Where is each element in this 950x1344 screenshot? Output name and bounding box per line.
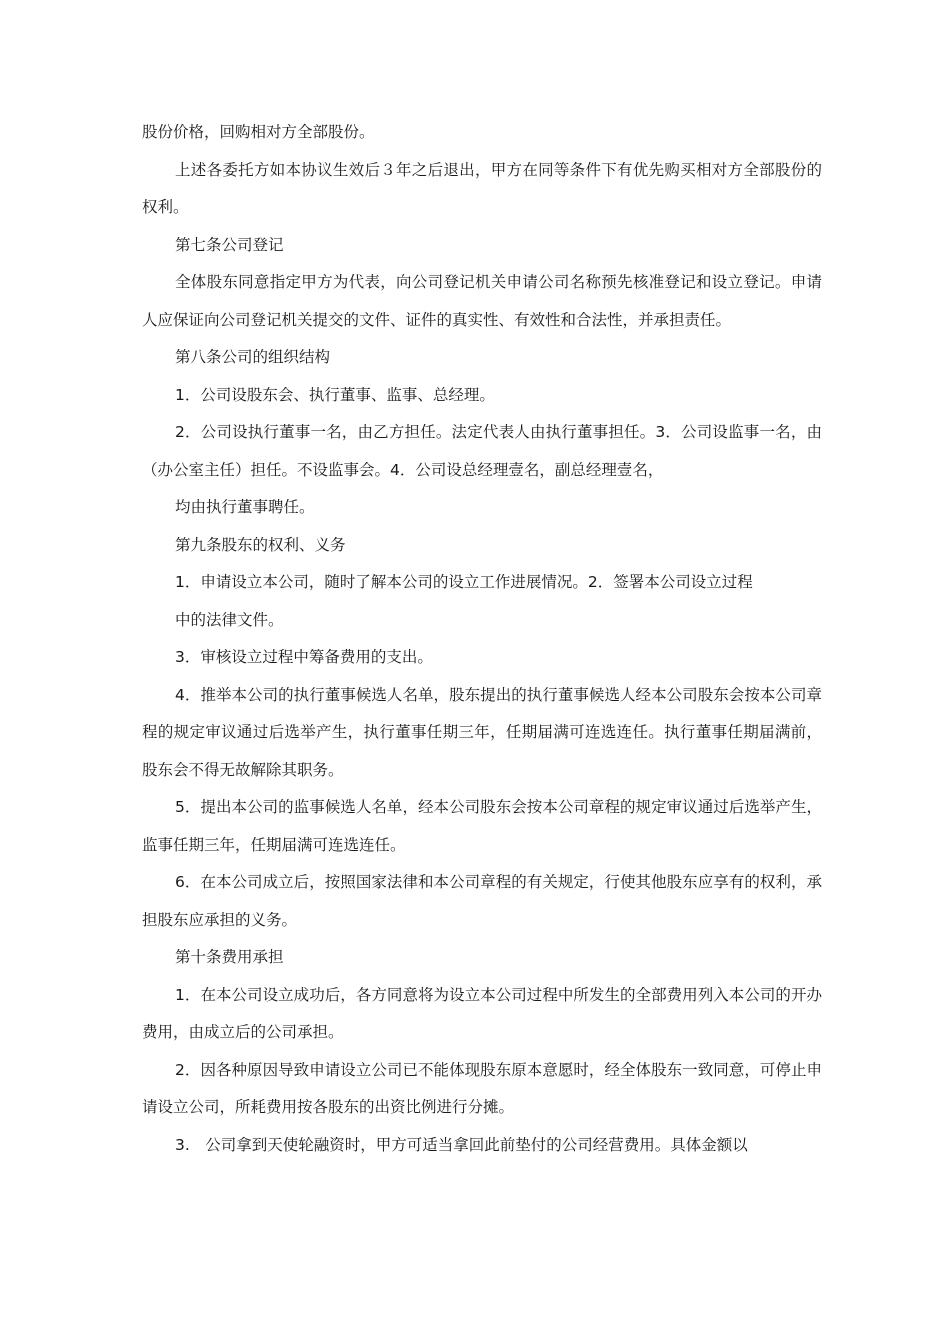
list-item-9-3: 3．审核设立过程中筹备费用的支出。 [175,648,433,666]
list-item-8-continuation: 均由执行董事聘任。 [175,498,315,516]
document-body [142,114,822,1164]
list-item-9-5: 5．提出本公司的监事候选人名单，经本公司股东会按本公司章程的规定审议通过后选举产生，监事任期三年，任期届满可连选连任。 [142,798,822,854]
list-item-8-1: 1．公司设股东会、执行董事、监事、总经理。 [175,385,495,404]
paragraph-registration: 全体股东同意指定甲方为代表，向公司登记机关申请公司名称预先核准登记和设立登记。申请人应保证向公司登记机关提交的文件、证件的真实性、有效性和合法性，并承担责任。 [142,273,822,329]
list-item-10-3: 3. 公司拿到天使轮融资时，甲方可适当拿回此前垫付的公司经营费用。具体金额以 [175,1135,748,1154]
heading-article-8: 第八条公司的组织结构 [175,348,331,366]
list-item-9-1-continuation: 中的法律文件。 [175,610,284,629]
paragraph-share-price: 股份价格，回购相对方全部股份。 [142,123,375,141]
paragraph-priority-purchase: 上述各委托方如本协议生效后３年之后退出，甲方在同等条件下有优先购买相对方全部股份的权利。 [142,160,822,216]
list-item-10-1: 1．在本公司设立成功后，各方同意将为设立本公司过程中所发生的全部费用列入本公司的开办费用，由成立后的公司承担。 [142,985,822,1041]
heading-article-10: 第十条费用承担 [175,948,284,966]
heading-article-9: 第九条股东的权利、义务 [175,535,346,554]
list-item-9-1: 1．申请设立本公司，随时了解本公司的设立工作进展情况。2．签署本公司设立过程 [175,573,753,591]
list-item-10-2: 2．因各种原因导致申请设立公司已不能体现股东原本意愿时，经全体股东一致同意，可停止申请设立公司，所耗费用按各股东的出资比例进行分摊。 [142,1060,822,1116]
list-item-9-6: 6．在本公司成立后，按照国家法律和本公司章程的有关规定，行使其他股东应享有的权利，承担股东应承担的义务。 [142,873,822,929]
list-item-9-4: 4．推举本公司的执行董事候选人名单，股东提出的执行董事候选人经本公司股东会按本公司章程的规定审议通过后选举产生，执行董事任期三年，任期届满可连选连任。执行董事任期届满前，股东会不得无故解除其职务。 [142,685,822,779]
heading-article-7: 第七条公司登记 [175,235,284,254]
list-item-8-2: 2．公司设执行董事一名，由乙方担任。法定代表人由执行董事担任。3．公司设监事一名，由（办公室主任）担任。不设监事会。4．公司设总经理壹名，副总经理壹名， [142,423,822,479]
